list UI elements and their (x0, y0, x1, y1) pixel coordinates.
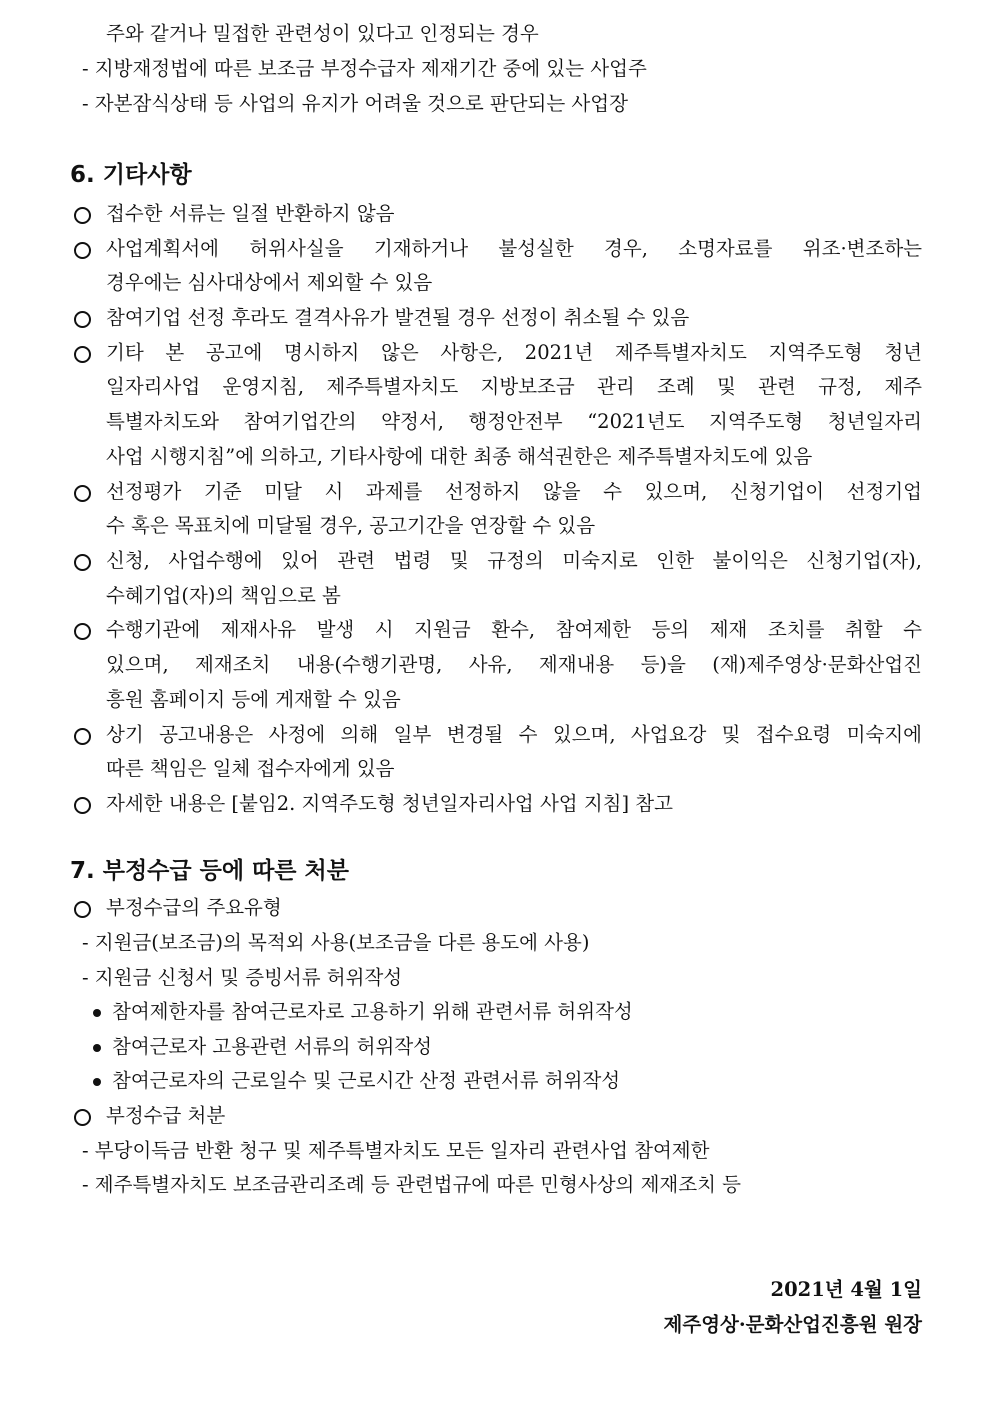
circle-bullet-icon (74, 1109, 91, 1126)
section-6-item-line: 선정평가 기준 미달 시 과제를 선정하지 않을 수 있으며, 신청기업이 선정기업 (106, 480, 922, 503)
dash-item: - 자본잠식상태 등 사업의 유지가 어려울 것으로 판단되는 사업장 (82, 92, 628, 115)
section-6-item-line: 특별자치도와 참여기업간의 약정서, 행정안전부 “2021년도 지역주도형 청년일자리 (106, 410, 922, 433)
circle-bullet-icon (74, 242, 91, 259)
dash-item: - 부당이득금 반환 청구 및 제주특별자치도 모든 일자리 관련사업 참여제한 (82, 1139, 710, 1162)
dash-item: - 지방재정법에 따른 보조금 부정수급자 제재기간 중에 있는 사업주 (82, 57, 647, 80)
section-6-item-line: 일자리사업 운영지침, 제주특별자치도 지방보조금 관리 조례 및 관련 규정, 제주 (106, 375, 922, 398)
section-6-item-line: 접수한 서류는 일절 반환하지 않음 (106, 202, 395, 225)
dot-bullet-icon (93, 1044, 101, 1052)
circle-item: 부정수급의 주요유형 (106, 896, 282, 919)
circle-item: 부정수급 처분 (106, 1104, 226, 1127)
circle-bullet-icon (74, 485, 91, 502)
section-6-item-line: 참여기업 선정 후라도 결격사유가 발견될 경우 선정이 취소될 수 있음 (106, 306, 690, 329)
section-6-item-line: 사업 시행지침”에 의하고, 기타사항에 대한 최종 해석권한은 제주특별자치도에 있음 (106, 445, 813, 468)
section-6-item-line: 사업계획서에 허위사실을 기재하거나 불성실한 경우, 소명자료를 위조·변조하는 (106, 237, 922, 260)
bullet-item: 참여제한자를 참여근로자로 고용하기 위해 관련서류 허위작성 (112, 1000, 633, 1023)
section-7-title: 7. 부정수급 등에 따른 처분 (70, 858, 349, 884)
circle-bullet-icon (74, 623, 91, 640)
paragraph-continuation: 주와 같거나 밀접한 관련성이 있다고 인정되는 경우 (106, 22, 539, 45)
section-6-item-line: 신청, 사업수행에 있어 관련 법령 및 규정의 미숙지로 인한 불이익은 신청기업(자), (106, 549, 922, 572)
signer-name: 제주영상·문화산업진흥원 원장 (663, 1313, 922, 1336)
section-6-item-line: 수행기관에 제재사유 발생 시 지원금 환수, 참여제한 등의 제재 조치를 취할 수 (106, 618, 922, 641)
circle-bullet-icon (74, 728, 91, 745)
section-6-item-line: 수혜기업(자)의 책임으로 봄 (106, 584, 341, 607)
circle-bullet-icon (74, 346, 91, 363)
section-6-item-line: 상기 공고내용은 사정에 의해 일부 변경될 수 있으며, 사업요강 및 접수요령 미숙지에 (106, 723, 922, 746)
dot-bullet-icon (93, 1078, 101, 1086)
section-6-item-line: 따른 책임은 일체 접수자에게 있음 (106, 757, 395, 780)
circle-bullet-icon (74, 901, 91, 918)
dot-bullet-icon (93, 1009, 101, 1017)
circle-bullet-icon (74, 554, 91, 571)
circle-bullet-icon (74, 797, 91, 814)
dash-item: - 지원금 신청서 및 증빙서류 허위작성 (82, 966, 403, 989)
circle-bullet-icon (74, 207, 91, 224)
circle-bullet-icon (74, 311, 91, 328)
section-6-item-line: 있으며, 제재조치 내용(수행기관명, 사유, 제재내용 등)을 (재)제주영상·문화산업진 (106, 653, 922, 676)
bullet-item: 참여근로자의 근로일수 및 근로시간 산정 관련서류 허위작성 (112, 1069, 621, 1092)
dash-item: - 제주특별자치도 보조금관리조례 등 관련법규에 따른 민형사상의 제재조치 등 (82, 1173, 741, 1196)
bullet-item: 참여근로자 고용관련 서류의 허위작성 (112, 1035, 432, 1058)
section-6-item-line: 경우에는 심사대상에서 제외할 수 있음 (106, 271, 433, 294)
section-6-title: 6. 기타사항 (70, 162, 192, 188)
section-6-item-line: 자세한 내용은 [붙임2. 지역주도형 청년일자리사업 사업 지침] 참고 (106, 792, 673, 815)
section-6-item-line: 기타 본 공고에 명시하지 않은 사항은, 2021년 제주특별자치도 지역주도형 청년 (106, 341, 922, 364)
dash-item: - 지원금(보조금)의 목적외 사용(보조금을 다른 용도에 사용) (82, 931, 590, 954)
section-6-item-line: 수 혹은 목표치에 미달될 경우, 공고기간을 연장할 수 있음 (106, 514, 596, 537)
document-date: 2021년 4월 1일 (770, 1278, 922, 1301)
section-6-item-line: 흥원 홈페이지 등에 게재할 수 있음 (106, 688, 401, 711)
